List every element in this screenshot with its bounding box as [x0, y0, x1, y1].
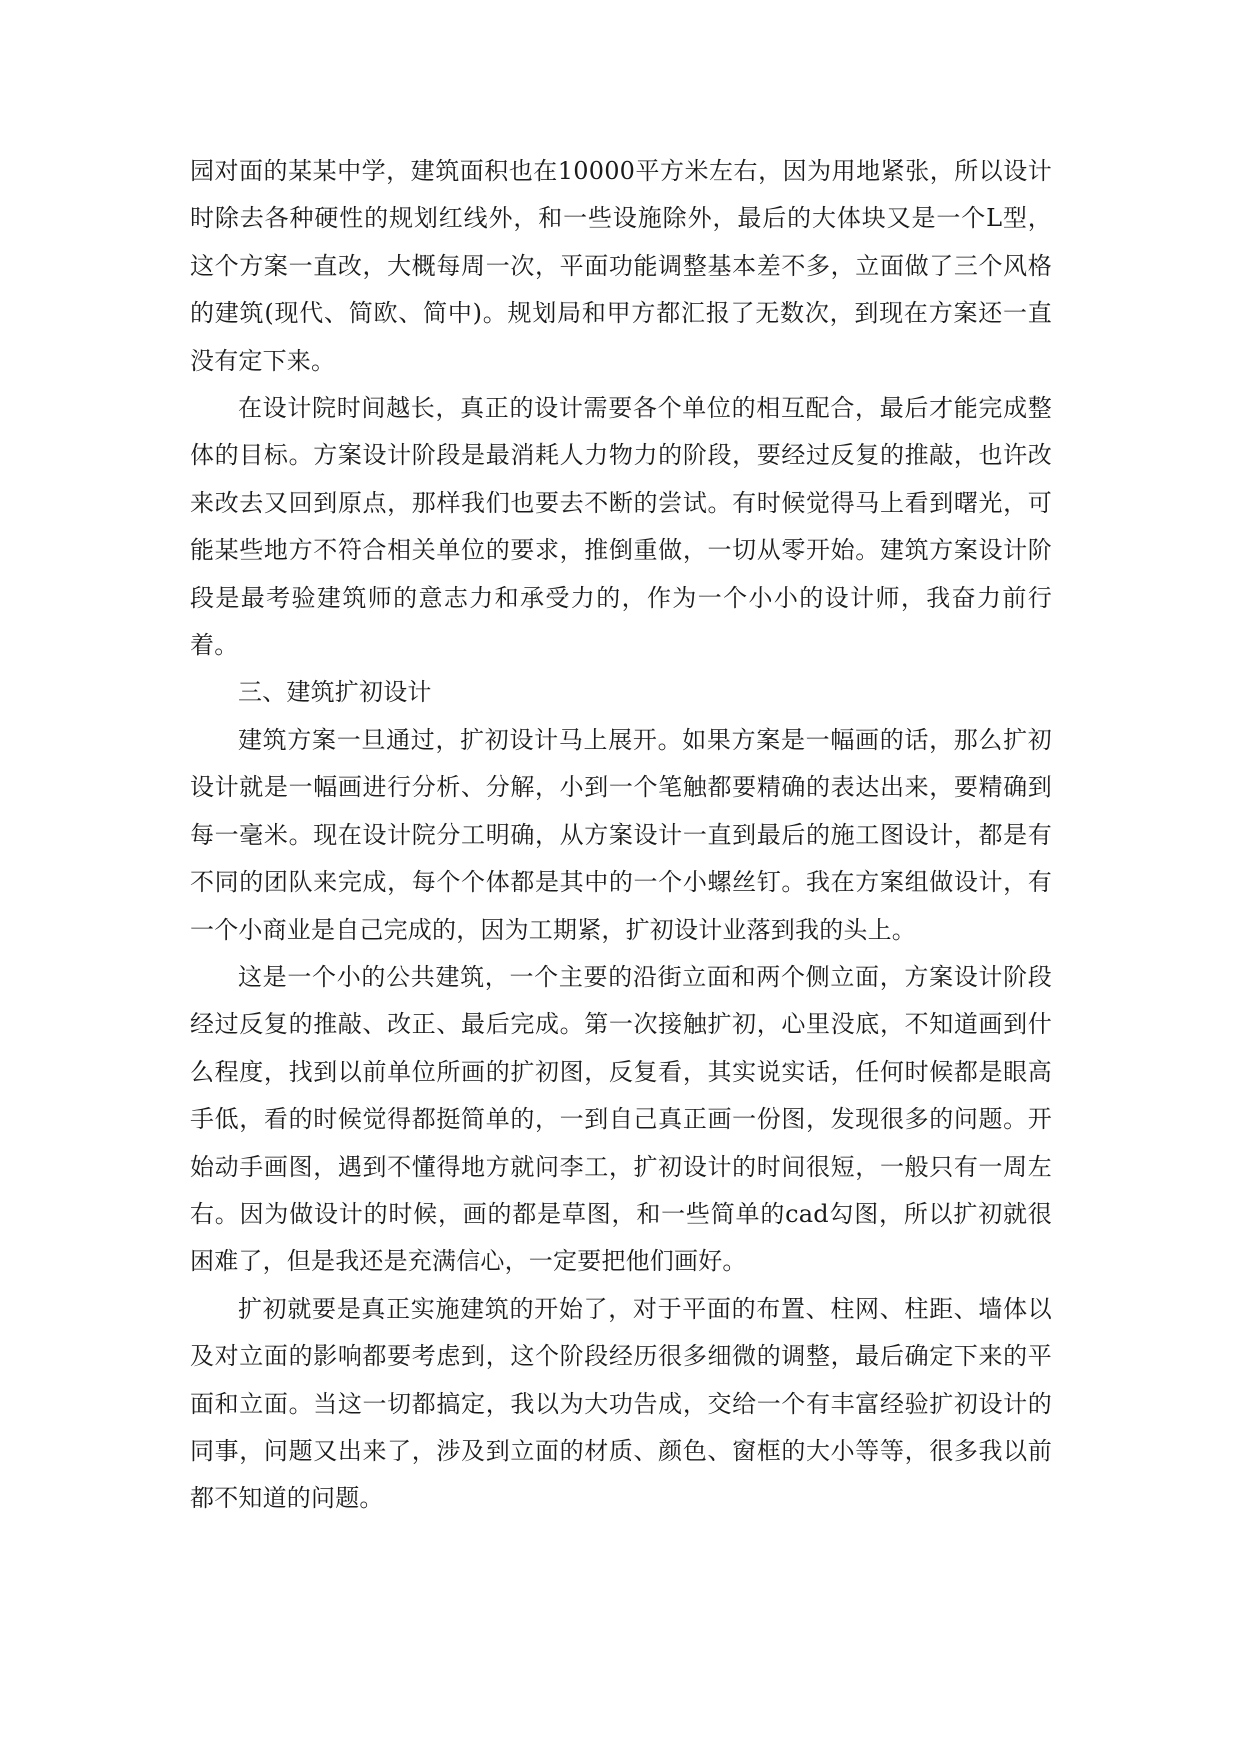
document-body — [190, 148, 1052, 1523]
paragraph-public-building: 这是一个小的公共建筑，一个主要的沿街立面和两个侧立面，方案设计阶段经过反复的推敲、改正、最后完成。第一次接触扩初，心里没底，不知道画到什么程度，找到以前单位所画的扩初图，反复看，其实说实话，任何时候都是眼高手低，看的时候觉得都挺简单的，一到自己真正画一份图，发现很多的问题。开始动手画图，遇到不懂得地方就问李工，扩初设计的时间很短，一般只有一周左右。因为做设计的时候，画的都是草图，和一些简单的cad勾图，所以扩初就很困难了，但是我还是充满信心，一定要把他们画好。 — [190, 962, 1052, 1276]
paragraph-continued: 园对面的某某中学，建筑面积也在10000平方米左右，因为用地紧张，所以设计时除去各种硬性的规划红线外，和一些设施除外，最后的大体块又是一个L型，这个方案一直改，大概每周一次，平面功能调整基本差不多，立面做了三个风格的建筑(现代、简欧、简中)。规划局和甲方都汇报了无数次，到现在方案还一直没有定下来。 — [190, 157, 1052, 375]
paragraph-design-institute: 在设计院时间越长，真正的设计需要各个单位的相互配合，最后才能完成整体的目标。方案设计阶段是最消耗人力物力的阶段，要经过反复的推敲，也许改来改去又回到原点，那样我们也要去不断的尝试。有时候觉得马上看到曙光，可能某些地方不符合相关单位的要求，推倒重做，一切从零开始。建筑方案设计阶段是最考验建筑师的意志力和承受力的，作为一个小小的设计师，我奋力前行着。 — [190, 394, 1052, 660]
paragraph-preliminary-design-start: 建筑方案一旦通过，扩初设计马上展开。如果方案是一幅画的话，那么扩初设计就是一幅画进行分析、分解，小到一个笔触都要精确的表达出来，要精确到每一毫米。现在设计院分工明确，从方案设计一直到最后的施工图设计，都是有不同的团队来完成，每个个体都是其中的一个小螺丝钉。我在方案组做设计，有一个小商业是自己完成的，因为工期紧，扩初设计业落到我的头上。 — [190, 725, 1052, 944]
paragraph-implementation: 扩初就要是真正实施建筑的开始了，对于平面的布置、柱网、柱距、墙体以及对立面的影响都要考虑到，这个阶段经历很多细微的调整，最后确定下来的平面和立面。当这一切都搞定，我以为大功告成，交给一个有丰富经验扩初设计的同事，问题又出来了，涉及到立面的材质、颜色、窗框的大小等等，很多我以前都不知道的问题。 — [190, 1294, 1052, 1513]
section-heading-preliminary-design: 三、建筑扩初设计 — [238, 678, 432, 707]
